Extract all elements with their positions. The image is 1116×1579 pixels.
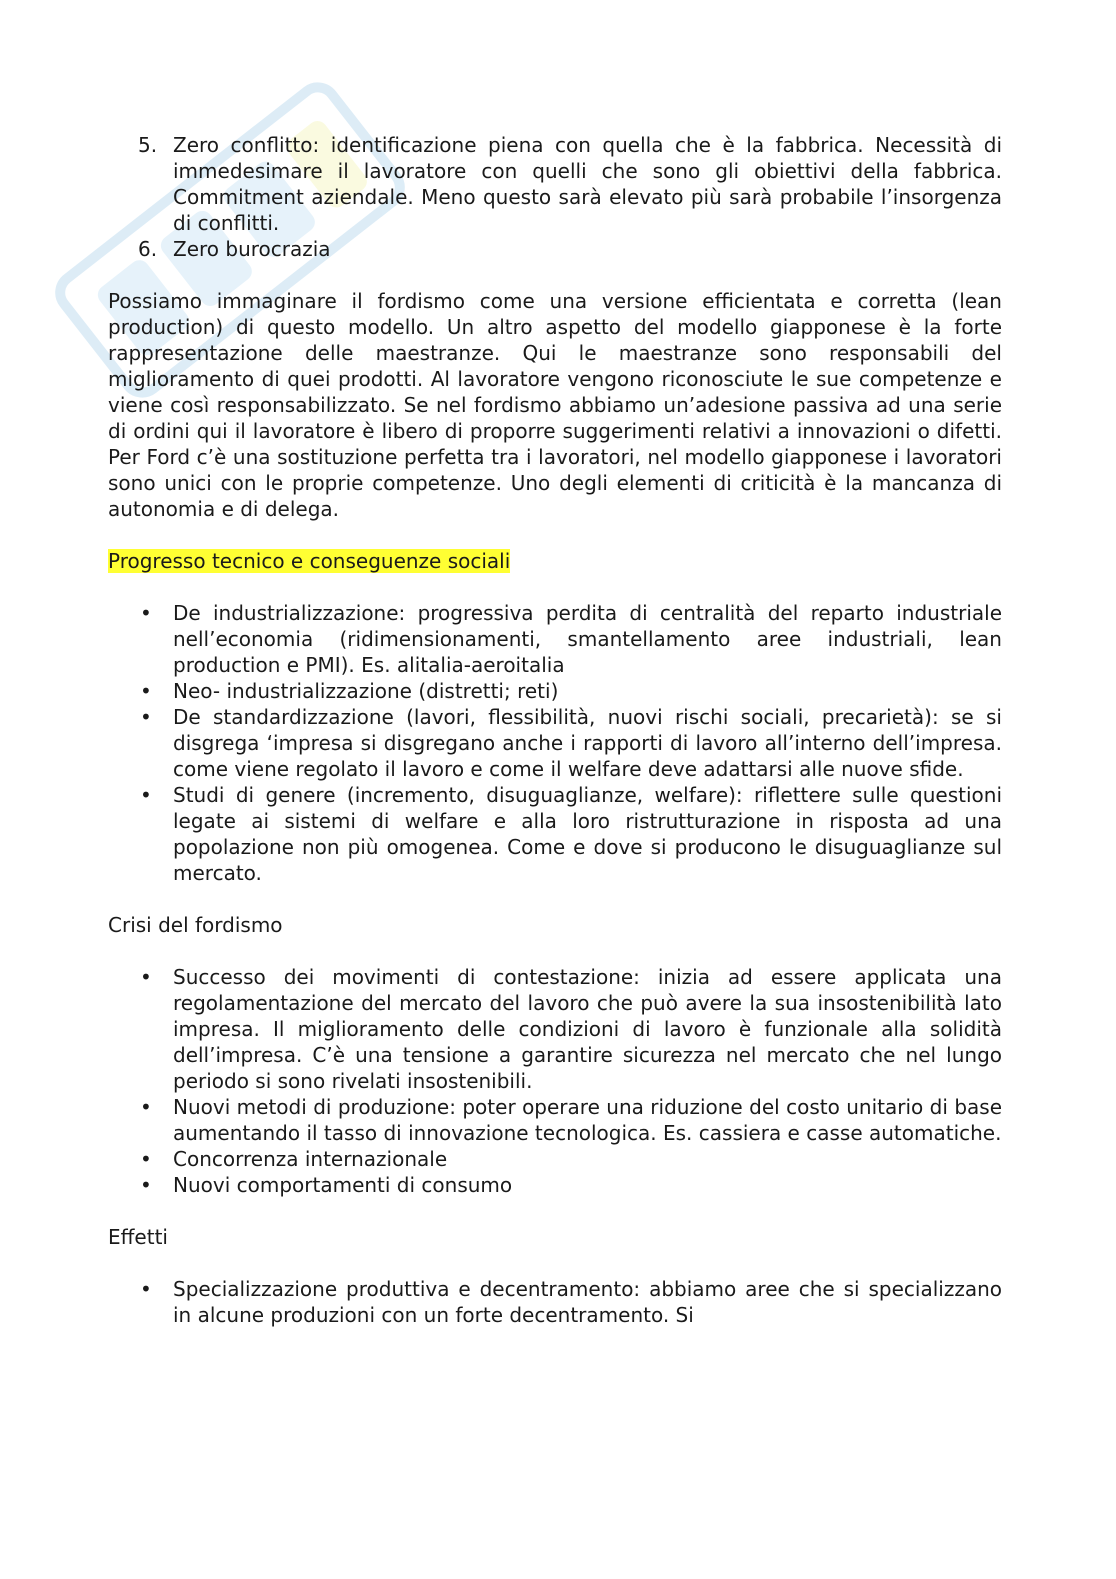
bullet-icon: • [140,1277,152,1301]
bullet-list-crisi [108,964,1002,1198]
list-item: • Nuovi metodi di produzione: poter operare una riduzione del costo unitario di base aumentando il tasso di innovazione tecnologica. Es. cassiera e casse automatiche. [140,1095,1002,1145]
paragraph: Possiamo immaginare il fordismo come una versione efficientata e corretta (lean production) di questo modello. Un altro aspetto del modello giapponese è la forte rappresentazione delle maestranze. Qui le maestranze sono responsabili del miglioramento di quei prodotti. Al lavoratore vengono riconosciute le sue competenze e viene così responsabilizzato. Se nel fordismo abbiamo un’adesione passiva ad una serie di ordini qui il lavoratore è libero di proporre suggerimenti relativi a innovazioni o difetti. Per Ford c’è una sostituzione perfetta tra i lavoratori, nel modello giapponese i lavoratori sono unici con le proprie competenze. Uno degli elementi di criticità è la mancanza di autonomia e di delega. [108,289,1002,521]
list-number: 6. [138,237,158,261]
document-page [108,132,1002,1328]
bullet-icon: • [140,1095,152,1119]
section-heading [108,548,1002,574]
list-item-text: Zero conflitto: identificazione piena con quella che è la fabbrica. Necessità di immedesimare il lavoratore con quelli che sono gli obiettivi della fabbrica. Commitment aziendale. Meno questo sarà elevato più sarà probabile l’insorgenza di conflitti. [173,133,1002,235]
bullet-icon: • [140,679,152,703]
bullet-icon: • [140,783,152,807]
list-item [108,236,1002,262]
bullet-list-effetti [108,1276,1002,1328]
bullet-icon: • [140,965,152,989]
numbered-list [108,132,1002,262]
list-number: 5. [138,133,158,157]
list-item-text: Zero burocrazia [173,237,331,261]
list-item: • Nuovi comportamenti di consumo [140,1173,513,1197]
bullet-icon: • [140,1173,152,1197]
list-item: • De standardizzazione (lavori, flessibilità, nuovi rischi sociali, precarietà): se si disgrega ‘impresa si disgregano anche i rapporti di lavoro all’interno dell’impresa. come viene regolato il lavoro e come il welfare deve adattarsi alle nuove sfide. [140,705,1002,781]
section-heading: Effetti [108,1225,168,1249]
bullet-icon: • [140,1147,152,1171]
bullet-icon: • [140,705,152,729]
section-heading: Crisi del fordismo [108,913,283,937]
list-item: • Studi di genere (incremento, disuguaglianze, welfare): riflettere sulle questioni legate ai sistemi di welfare e alla loro ristrutturazione in risposta ad una popolazione non più omogenea. Come e dove si producono le disuguaglianze sul mercato. [140,783,1002,885]
list-item: • Concorrenza internazionale [140,1147,448,1171]
bullet-icon: • [140,601,152,625]
bullet-list-progresso [108,600,1002,886]
list-item: • Neo- industrializzazione (distretti; reti) [140,679,559,703]
list-item [108,132,1002,236]
list-item: • Specializzazione produttiva e decentramento: abbiamo aree che si specializzano in alcune produzioni con un forte decentramento. Si [140,1277,1002,1327]
list-item: • De industrializzazione: progressiva perdita di centralità del reparto industriale nell’economia (ridimensionamenti, smantellamento aree industriali, lean production e PMI). Es. alitalia-aeroitalia [140,601,1002,677]
highlighted-heading: Progresso tecnico e conseguenze sociali [108,549,511,573]
list-item: • Successo dei movimenti di contestazione: inizia ad essere applicata una regolamentazione del mercato del lavoro che può avere la sua insostenibilità lato impresa. Il miglioramento delle condizioni di lavoro è funzionale alla solidità dell’impresa. C’è una tensione a garantire sicurezza nel mercato che nel lungo periodo si sono rivelati insostenibili. [140,965,1002,1093]
